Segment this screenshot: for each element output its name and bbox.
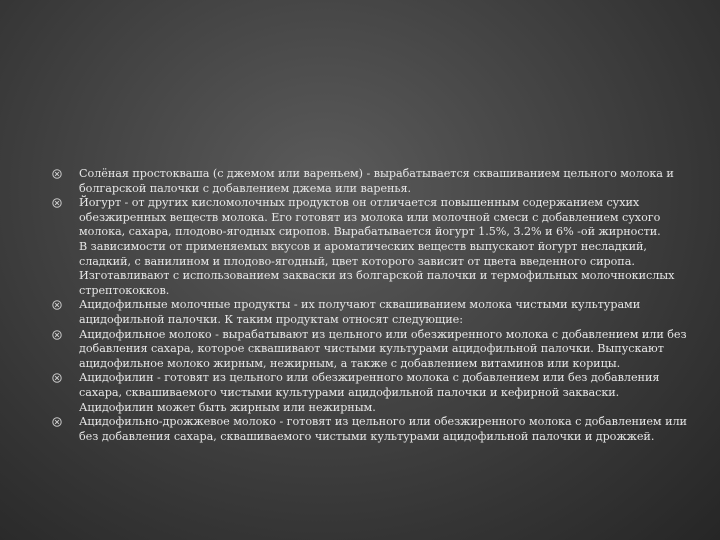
bullet-text: Ацидофильные молочные продукты - их получают сквашиванием молока чистыми культурами ацидофильной палочки. К таким продуктам относят следующие:	[79, 298, 641, 326]
bullet-item	[52, 415, 692, 444]
bullet-item	[52, 371, 692, 415]
bullet-text: Ацидофилин - готовят из цельного или обезжиренного молока с добавлением или без добавления сахара, сквашиваемого чистыми культурами ацидофильной палочки и кефирной закваски. Ацидофилин может быть жирным или нежирным.	[79, 371, 660, 414]
circled-x-icon	[52, 169, 62, 179]
bullet-text: Солёная простокваша (с джемом или вареньем) - вырабатывается сквашиванием цельного молока и болгарской палочки с добавлением джема или варенья.	[79, 167, 674, 195]
bullet-text: Ацидофильное молоко - вырабатывают из цельного или обезжиренного молока с добавлением или без добавления сахара, которое сквашивают чистыми культурами ацидофильной палочки. Выпускают ацидофильное молоко жирным, нежирным, а также с добавлением витаминов или корицы.	[79, 327, 687, 370]
circled-x-icon	[52, 330, 62, 340]
circled-x-icon	[52, 300, 62, 310]
bullet-text: Йогурт - от других кисломолочных продуктов он отличается повышенным содержанием сухих обезжиренных веществ молока. Его готовят из молока или молочной смеси с добавлением сухого молока, сахара, плодово-ягодных сиропов. Вырабатывается йогурт 1.5%, 3.2% и 6% -ой жирности. В зависимости от применяемых вкусов и ароматических веществ выпускают йогурт несладкий, сладкий, с ванилином и плодово-ягодный, цвет которого зависит от цвета введенного сиропа. Изготавливают с использованием закваски из болгарской палочки и термофильных молочнокислых стрептококков.	[79, 196, 675, 297]
bullet-text: Ацидофильно-дрожжевое молоко - готовят из цельного или обезжиренного молока с добавлением или без добавления сахара, сквашиваемого чистыми культурами ацидофильной палочки и дрожжей.	[79, 415, 687, 443]
bullet-list	[52, 167, 692, 444]
bullet-item	[52, 196, 692, 298]
bullet-item	[52, 298, 692, 327]
bullet-item	[52, 167, 692, 196]
bullet-item	[52, 328, 692, 372]
circled-x-icon	[52, 198, 62, 208]
circled-x-icon	[52, 373, 62, 383]
circled-x-icon	[52, 417, 62, 427]
